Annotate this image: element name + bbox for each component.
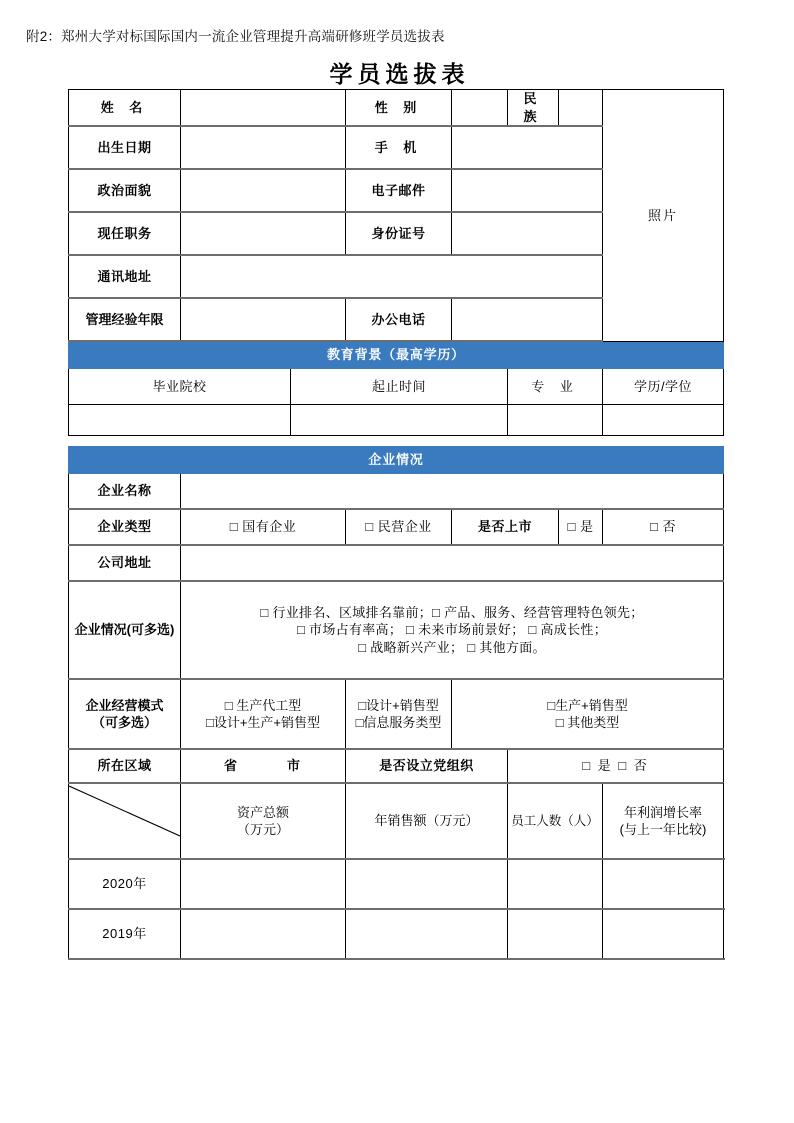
header-profit-growth-line-1: 年利润增长率: [623, 804, 702, 820]
label-mobile: 手 机: [346, 126, 452, 169]
label-political-status: 政治面貌: [69, 169, 181, 212]
section-title-education: 教育背景（最高学历）: [69, 341, 724, 369]
table-row-company-address: [69, 545, 724, 581]
field-gender[interactable]: [452, 90, 508, 127]
situation-option-line-2[interactable]: □ 市场占有率高； □ 未来市场前景好； □ 高成长性；: [296, 622, 607, 638]
checkbox-design-sales[interactable]: □设计+销售型: [358, 697, 439, 713]
header-annual-sales: 年销售额（万元）: [346, 783, 508, 859]
label-region: 所在区域: [69, 749, 181, 783]
field-assets-2020[interactable]: [181, 859, 346, 909]
table-row-year-2019: [69, 909, 724, 959]
situation-option-line-3[interactable]: □ 战略新兴产业； □ 其他方面。: [358, 639, 546, 655]
header-profit-growth: [603, 783, 724, 859]
field-office-phone[interactable]: [452, 298, 603, 341]
field-sales-2019[interactable]: [346, 909, 508, 959]
label-mailing-address: 通讯地址: [69, 255, 181, 298]
label-is-listed: 是否上市: [452, 509, 559, 545]
selection-form-table: [68, 89, 724, 960]
table-row-business-model: [69, 679, 724, 749]
label-company-address: 公司地址: [69, 545, 181, 581]
label-ethnicity: 民 族: [508, 90, 559, 127]
header-degree: 学历/学位: [603, 369, 724, 405]
checkbox-private-owned[interactable]: □ 民营企业: [346, 509, 452, 545]
label-name: 姓 名: [69, 90, 181, 127]
header-period: 起止时间: [291, 369, 508, 405]
photo-placeholder[interactable]: 照片: [603, 90, 724, 342]
section-enterprise-header: [69, 447, 724, 474]
spacer-cell: [69, 436, 724, 447]
field-employees-2019[interactable]: [508, 909, 603, 959]
header-total-assets-line-1: 资产总额: [236, 804, 289, 820]
field-current-position[interactable]: [181, 212, 346, 255]
label-id-number: 身份证号: [346, 212, 452, 255]
field-assets-2019[interactable]: [181, 909, 346, 959]
label-current-position: 现任职务: [69, 212, 181, 255]
table-row-company-name: [69, 474, 724, 510]
field-mailing-address[interactable]: [181, 255, 603, 298]
checkbox-design-production-sales[interactable]: □设计+生产+销售型: [205, 715, 321, 731]
field-company-address[interactable]: [181, 545, 724, 581]
label-management-experience: 管理经验年限: [69, 298, 181, 341]
financial-header-row: [69, 783, 724, 859]
diagonal-line-icon: [69, 784, 180, 858]
label-company-type: 企业类型: [69, 509, 181, 545]
checkbox-information-service[interactable]: □信息服务类型: [355, 715, 442, 731]
checkbox-state-owned[interactable]: □ 国有企业: [181, 509, 346, 545]
checkbox-oem-production[interactable]: □ 生产代工型: [224, 697, 302, 713]
label-office-phone: 办公电话: [346, 298, 452, 341]
header-employee-count: 员工人数（人）: [508, 783, 603, 859]
business-model-column-1[interactable]: [181, 679, 346, 749]
label-year-2019: 2019年: [69, 909, 181, 959]
field-sales-2020[interactable]: [346, 859, 508, 909]
checkbox-other-type[interactable]: □ 其他类型: [555, 715, 620, 731]
label-company-name: 企业名称: [69, 474, 181, 510]
header-total-assets: [181, 783, 346, 859]
field-degree[interactable]: [603, 405, 724, 436]
table-row-company-type: [69, 509, 724, 545]
checkbox-listed-yes[interactable]: □ 是: [559, 509, 603, 545]
field-company-name[interactable]: [181, 474, 724, 510]
document-attachment-note: 附2：郑州大学对标国际国内一流企业管理提升高端研修班学员选拔表: [26, 29, 445, 44]
label-gender: 性 别: [346, 90, 452, 127]
field-ethnicity[interactable]: [559, 90, 603, 127]
header-profit-growth-line-2: (与上一年比较): [619, 822, 707, 838]
field-political-status[interactable]: [181, 169, 346, 212]
section-title-enterprise: 企业情况: [69, 447, 724, 474]
table-row-year-2020: [69, 859, 724, 909]
field-id-number[interactable]: [452, 212, 603, 255]
label-enterprise-situation: 企业情况(可多选): [69, 581, 181, 679]
field-region-province-city[interactable]: 省 市: [181, 749, 346, 783]
table-row-enterprise-situation: [69, 581, 724, 679]
label-business-model-line-2: （可多选）: [91, 715, 157, 731]
field-employees-2020[interactable]: [508, 859, 603, 909]
field-mobile[interactable]: [452, 126, 603, 169]
business-model-column-3[interactable]: [452, 679, 724, 749]
header-major: 专 业: [508, 369, 603, 405]
business-model-column-2[interactable]: [346, 679, 452, 749]
table-row-name: [69, 90, 724, 127]
field-profit-growth-2020[interactable]: [603, 859, 724, 909]
label-business-model-line-1: 企业经营模式: [85, 697, 164, 713]
field-birthdate[interactable]: [181, 126, 346, 169]
checkbox-party-yes-no[interactable]: □ 是 □ 否: [508, 749, 724, 783]
label-business-model: [69, 679, 181, 749]
checkbox-listed-no[interactable]: □ 否: [603, 509, 724, 545]
corner-diagonal-cell: [69, 783, 181, 859]
enterprise-situation-options[interactable]: [181, 581, 724, 679]
education-value-row: [69, 405, 724, 436]
label-year-2020: 2020年: [69, 859, 181, 909]
field-major[interactable]: [508, 405, 603, 436]
page-title: 学员选拔表: [329, 61, 470, 88]
section-spacer: [69, 436, 724, 447]
field-name[interactable]: [181, 90, 346, 127]
field-school[interactable]: [69, 405, 291, 436]
field-period[interactable]: [291, 405, 508, 436]
checkbox-production-sales[interactable]: □生产+销售型: [547, 697, 628, 713]
header-total-assets-line-2: （万元）: [236, 822, 289, 838]
field-profit-growth-2019[interactable]: [603, 909, 724, 959]
situation-option-line-1[interactable]: □ 行业排名、区域排名靠前；□ 产品、服务、经营管理特色领先；: [260, 604, 644, 620]
field-management-experience[interactable]: [181, 298, 346, 341]
field-email[interactable]: [452, 169, 603, 212]
label-email: 电子邮件: [346, 169, 452, 212]
header-school: 毕业院校: [69, 369, 291, 405]
label-birthdate: 出生日期: [69, 126, 181, 169]
section-education-header: [69, 341, 724, 369]
table-row-region: [69, 749, 724, 783]
education-header-row: [69, 369, 724, 405]
label-party-organization: 是否设立党组织: [346, 749, 508, 783]
